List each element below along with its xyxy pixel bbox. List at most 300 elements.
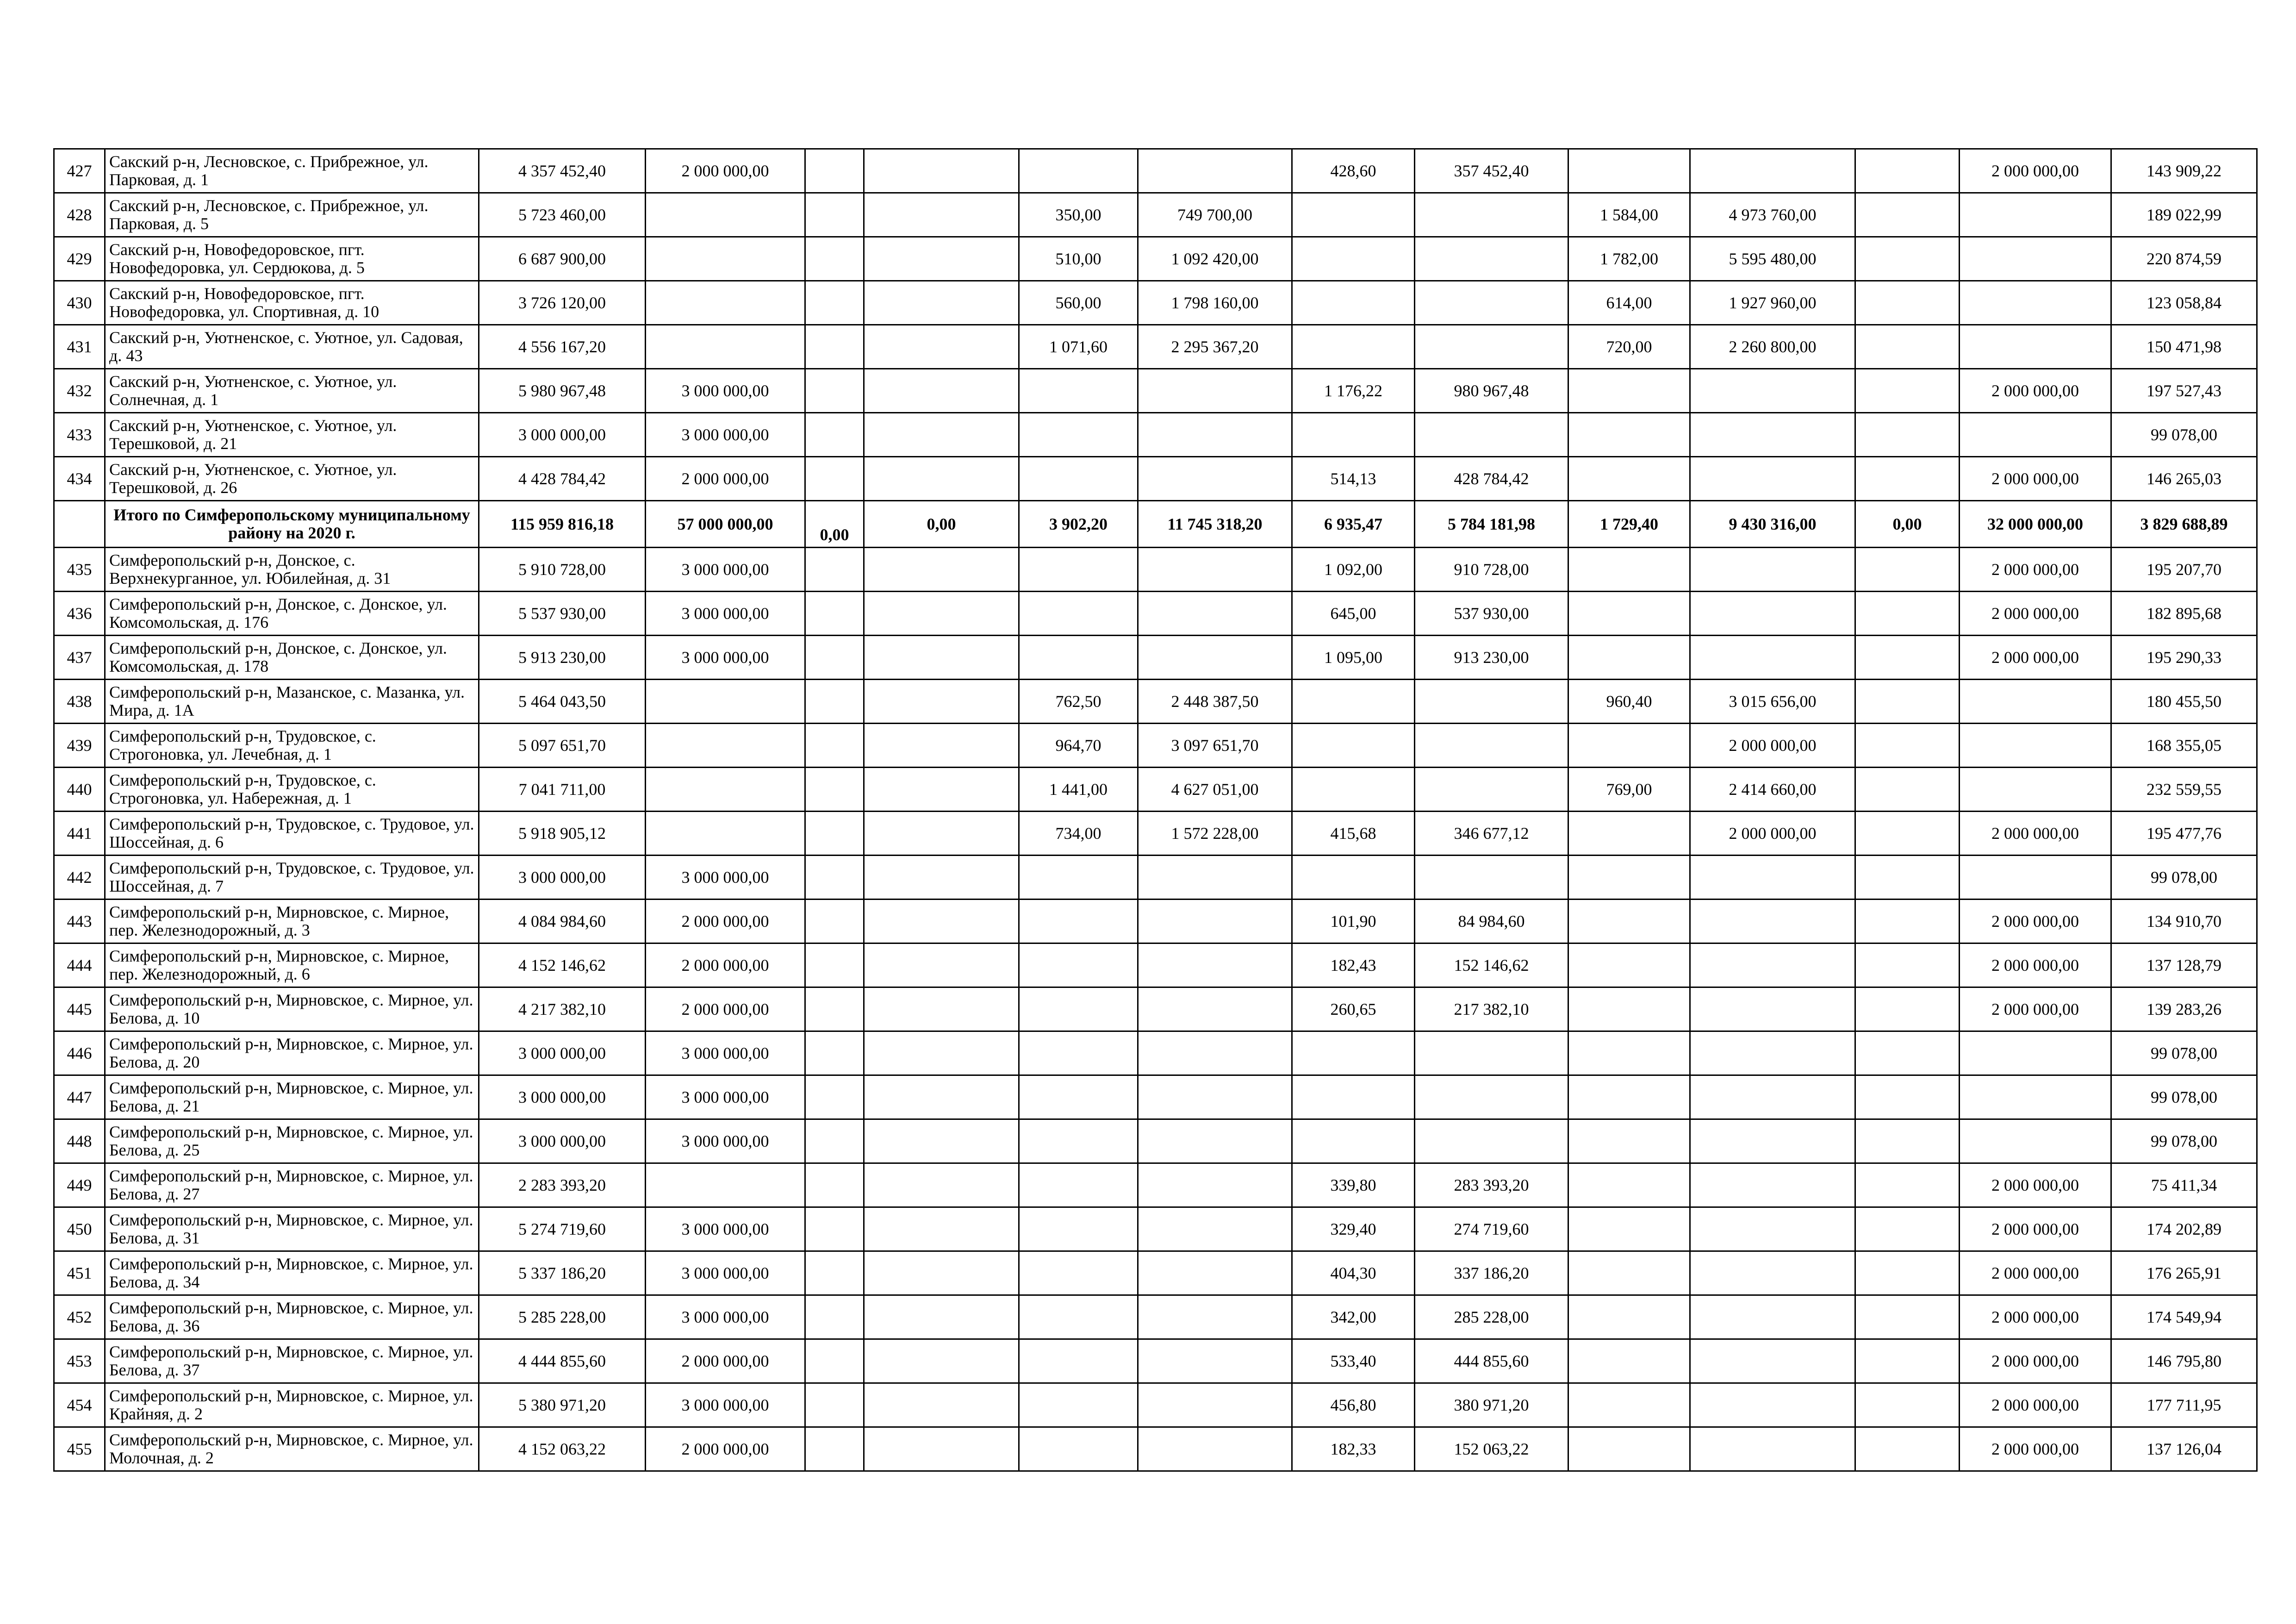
table-row bbox=[54, 812, 2257, 856]
value-cell bbox=[1292, 768, 1415, 812]
value-cell: 4 973 760,00 bbox=[1690, 193, 1855, 237]
value-cell: 1 927 960,00 bbox=[1690, 281, 1855, 325]
value-cell bbox=[1855, 413, 1960, 457]
value-cell: 115 959 816,18 bbox=[479, 501, 646, 548]
value-cell: 645,00 bbox=[1292, 592, 1415, 636]
value-cell: 960,40 bbox=[1568, 680, 1690, 724]
value-cell bbox=[1292, 325, 1415, 369]
value-cell bbox=[805, 1339, 864, 1383]
value-cell: 99 078,00 bbox=[2111, 1075, 2257, 1119]
value-cell: 123 058,84 bbox=[2111, 281, 2257, 325]
value-cell bbox=[1019, 1163, 1138, 1207]
value-cell bbox=[864, 987, 1019, 1031]
value-cell bbox=[864, 457, 1019, 501]
row-number-cell: 446 bbox=[54, 1031, 105, 1075]
value-cell: 749 700,00 bbox=[1138, 193, 1292, 237]
value-cell: 5 337 186,20 bbox=[479, 1251, 646, 1295]
table-row bbox=[54, 1295, 2257, 1339]
value-cell bbox=[1019, 1031, 1138, 1075]
value-cell bbox=[1568, 943, 1690, 987]
value-cell: 734,00 bbox=[1019, 812, 1138, 856]
value-cell bbox=[1690, 1075, 1855, 1119]
value-cell bbox=[864, 237, 1019, 281]
value-cell bbox=[1292, 1119, 1415, 1163]
value-cell bbox=[1960, 325, 2111, 369]
address-cell: Сакский р-н, Новофедоровское, пгт. Новофедоровка, ул. Сердюкова, д. 5 bbox=[105, 237, 479, 281]
value-cell: 2 000 000,00 bbox=[1690, 812, 1855, 856]
value-cell: 2 260 800,00 bbox=[1690, 325, 1855, 369]
value-cell: 3 000 000,00 bbox=[646, 369, 805, 413]
value-cell: 1 572 228,00 bbox=[1138, 812, 1292, 856]
value-cell: 9 430 316,00 bbox=[1690, 501, 1855, 548]
value-cell bbox=[1019, 856, 1138, 899]
value-cell: 3 000 000,00 bbox=[479, 413, 646, 457]
value-cell bbox=[805, 1207, 864, 1251]
address-cell: Сакский р-н, Лесновское, с. Прибрежное, ул. Парковая, д. 5 bbox=[105, 193, 479, 237]
row-number-cell: 450 bbox=[54, 1207, 105, 1251]
value-cell: 3 000 000,00 bbox=[646, 1295, 805, 1339]
value-cell bbox=[864, 812, 1019, 856]
value-cell: 1 092,00 bbox=[1292, 548, 1415, 592]
value-cell bbox=[1568, 1207, 1690, 1251]
value-cell: 3 015 656,00 bbox=[1690, 680, 1855, 724]
value-cell: 2 000 000,00 bbox=[1690, 724, 1855, 768]
table-row bbox=[54, 636, 2257, 680]
table-row bbox=[54, 1339, 2257, 1383]
value-cell bbox=[1690, 149, 1855, 193]
value-cell: 177 711,95 bbox=[2111, 1383, 2257, 1427]
value-cell bbox=[1855, 1075, 1960, 1119]
value-cell bbox=[1292, 724, 1415, 768]
value-cell: 2 414 660,00 bbox=[1690, 768, 1855, 812]
value-cell: 5 980 967,48 bbox=[479, 369, 646, 413]
value-cell bbox=[1415, 325, 1568, 369]
address-cell: Симферопольский р-н, Мирновское, с. Мирное, пер. Железнодорожный, д. 3 bbox=[105, 899, 479, 943]
value-cell bbox=[1690, 457, 1855, 501]
value-cell bbox=[1855, 856, 1960, 899]
value-cell: 3 000 000,00 bbox=[646, 548, 805, 592]
value-cell: 3 000 000,00 bbox=[479, 1075, 646, 1119]
value-cell: 232 559,55 bbox=[2111, 768, 2257, 812]
value-cell bbox=[864, 856, 1019, 899]
value-cell bbox=[1690, 856, 1855, 899]
value-cell bbox=[646, 325, 805, 369]
value-cell bbox=[864, 413, 1019, 457]
value-cell bbox=[805, 987, 864, 1031]
address-cell: Симферопольский р-н, Мирновское, с. Мирное, ул. Крайняя, д. 2 bbox=[105, 1383, 479, 1427]
table-body bbox=[54, 149, 2257, 1471]
value-cell: 1 092 420,00 bbox=[1138, 237, 1292, 281]
value-cell bbox=[1855, 1207, 1960, 1251]
value-cell bbox=[1138, 1207, 1292, 1251]
value-cell bbox=[1568, 856, 1690, 899]
value-cell bbox=[1019, 457, 1138, 501]
table-row bbox=[54, 281, 2257, 325]
value-cell bbox=[1138, 1251, 1292, 1295]
value-cell: 195 477,76 bbox=[2111, 812, 2257, 856]
value-cell bbox=[1855, 768, 1960, 812]
value-cell: 174 202,89 bbox=[2111, 1207, 2257, 1251]
value-cell: 5 285 228,00 bbox=[479, 1295, 646, 1339]
value-cell bbox=[646, 281, 805, 325]
value-cell bbox=[1855, 636, 1960, 680]
value-cell bbox=[864, 768, 1019, 812]
value-cell: 2 000 000,00 bbox=[1960, 1251, 2111, 1295]
value-cell bbox=[805, 457, 864, 501]
table-row bbox=[54, 724, 2257, 768]
value-cell bbox=[1292, 237, 1415, 281]
row-number-cell: 432 bbox=[54, 369, 105, 413]
table-row bbox=[54, 457, 2257, 501]
value-cell: 2 448 387,50 bbox=[1138, 680, 1292, 724]
value-cell: 2 000 000,00 bbox=[1960, 369, 2111, 413]
table-row bbox=[54, 413, 2257, 457]
value-cell: 2 000 000,00 bbox=[646, 899, 805, 943]
value-cell: 2 000 000,00 bbox=[1960, 592, 2111, 636]
value-cell bbox=[805, 548, 864, 592]
value-cell bbox=[1415, 1031, 1568, 1075]
value-cell bbox=[1855, 1295, 1960, 1339]
value-cell bbox=[1019, 369, 1138, 413]
value-cell bbox=[1568, 636, 1690, 680]
value-cell: 4 428 784,42 bbox=[479, 457, 646, 501]
value-cell: 428,60 bbox=[1292, 149, 1415, 193]
value-cell: 274 719,60 bbox=[1415, 1207, 1568, 1251]
value-cell bbox=[1855, 1119, 1960, 1163]
value-cell bbox=[1019, 1427, 1138, 1471]
value-cell bbox=[1855, 1031, 1960, 1075]
table-row bbox=[54, 1383, 2257, 1427]
value-cell bbox=[1138, 856, 1292, 899]
value-cell: 3 000 000,00 bbox=[479, 1031, 646, 1075]
value-cell bbox=[1690, 636, 1855, 680]
value-cell: 4 152 146,62 bbox=[479, 943, 646, 987]
value-cell bbox=[1292, 856, 1415, 899]
row-number-cell: 436 bbox=[54, 592, 105, 636]
value-cell: 99 078,00 bbox=[2111, 413, 2257, 457]
value-cell: 2 000 000,00 bbox=[1960, 457, 2111, 501]
address-cell: Сакский р-н, Уютненское, с. Уютное, ул. Садовая, д. 43 bbox=[105, 325, 479, 369]
value-cell bbox=[1138, 1031, 1292, 1075]
table-row bbox=[54, 1119, 2257, 1163]
value-cell bbox=[1960, 193, 2111, 237]
row-number-cell: 434 bbox=[54, 457, 105, 501]
value-cell: 404,30 bbox=[1292, 1251, 1415, 1295]
value-cell bbox=[1019, 1383, 1138, 1427]
value-cell bbox=[1019, 636, 1138, 680]
value-cell bbox=[1960, 680, 2111, 724]
value-cell bbox=[1292, 193, 1415, 237]
value-cell: 614,00 bbox=[1568, 281, 1690, 325]
value-cell bbox=[1019, 149, 1138, 193]
value-cell bbox=[1690, 943, 1855, 987]
table-row bbox=[54, 1031, 2257, 1075]
value-cell bbox=[805, 413, 864, 457]
value-cell bbox=[1690, 1207, 1855, 1251]
value-cell: 1 584,00 bbox=[1568, 193, 1690, 237]
value-cell bbox=[805, 325, 864, 369]
value-cell: 283 393,20 bbox=[1415, 1163, 1568, 1207]
value-cell bbox=[864, 1075, 1019, 1119]
address-cell: Симферопольский р-н, Мирновское, с. Мирное, ул. Белова, д. 25 bbox=[105, 1119, 479, 1163]
value-cell: 4 217 382,10 bbox=[479, 987, 646, 1031]
value-cell bbox=[864, 1251, 1019, 1295]
value-cell bbox=[864, 592, 1019, 636]
value-cell: 380 971,20 bbox=[1415, 1383, 1568, 1427]
value-cell bbox=[805, 1075, 864, 1119]
value-cell bbox=[1568, 899, 1690, 943]
row-number-cell: 454 bbox=[54, 1383, 105, 1427]
value-cell: 4 357 452,40 bbox=[479, 149, 646, 193]
value-cell: 2 283 393,20 bbox=[479, 1163, 646, 1207]
value-cell bbox=[864, 1295, 1019, 1339]
value-cell bbox=[805, 149, 864, 193]
value-cell bbox=[1855, 325, 1960, 369]
value-cell bbox=[1568, 413, 1690, 457]
value-cell bbox=[1138, 1427, 1292, 1471]
value-cell bbox=[1690, 1031, 1855, 1075]
value-cell bbox=[1568, 457, 1690, 501]
value-cell: 2 000 000,00 bbox=[646, 457, 805, 501]
table-row bbox=[54, 1207, 2257, 1251]
table-row bbox=[54, 548, 2257, 592]
value-cell: 964,70 bbox=[1019, 724, 1138, 768]
value-cell: 182,33 bbox=[1292, 1427, 1415, 1471]
value-cell: 0,00 bbox=[1855, 501, 1960, 548]
value-cell: 1 729,40 bbox=[1568, 501, 1690, 548]
value-cell bbox=[1138, 636, 1292, 680]
value-cell bbox=[1960, 856, 2111, 899]
row-number-cell: 437 bbox=[54, 636, 105, 680]
table-row bbox=[54, 768, 2257, 812]
value-cell bbox=[864, 724, 1019, 768]
value-cell bbox=[1415, 768, 1568, 812]
value-cell bbox=[1568, 724, 1690, 768]
value-cell: 2 000 000,00 bbox=[1960, 1339, 2111, 1383]
value-cell bbox=[864, 1163, 1019, 1207]
value-cell: 342,00 bbox=[1292, 1295, 1415, 1339]
value-cell: 537 930,00 bbox=[1415, 592, 1568, 636]
value-cell bbox=[1568, 369, 1690, 413]
value-cell: 150 471,98 bbox=[2111, 325, 2257, 369]
value-cell: 139 283,26 bbox=[2111, 987, 2257, 1031]
value-cell: 2 000 000,00 bbox=[646, 149, 805, 193]
value-cell: 0,00 bbox=[864, 501, 1019, 548]
table-row bbox=[54, 1075, 2257, 1119]
value-cell: 217 382,10 bbox=[1415, 987, 1568, 1031]
value-cell bbox=[1138, 548, 1292, 592]
row-number-cell: 438 bbox=[54, 680, 105, 724]
value-cell bbox=[1415, 1075, 1568, 1119]
value-cell bbox=[646, 1163, 805, 1207]
row-number-cell: 453 bbox=[54, 1339, 105, 1383]
value-cell: 1 782,00 bbox=[1568, 237, 1690, 281]
value-cell: 2 000 000,00 bbox=[1960, 636, 2111, 680]
row-number-cell: 448 bbox=[54, 1119, 105, 1163]
value-cell bbox=[1855, 592, 1960, 636]
value-cell bbox=[805, 812, 864, 856]
value-cell bbox=[1855, 1251, 1960, 1295]
value-cell bbox=[864, 899, 1019, 943]
value-cell bbox=[1138, 149, 1292, 193]
value-cell: 5 537 930,00 bbox=[479, 592, 646, 636]
value-cell bbox=[1690, 899, 1855, 943]
row-number-cell: 427 bbox=[54, 149, 105, 193]
value-cell: 5 910 728,00 bbox=[479, 548, 646, 592]
row-number-cell: 440 bbox=[54, 768, 105, 812]
value-cell: 11 745 318,20 bbox=[1138, 501, 1292, 548]
value-cell bbox=[1415, 680, 1568, 724]
value-cell bbox=[1568, 1251, 1690, 1295]
value-cell bbox=[1568, 1295, 1690, 1339]
value-cell: 769,00 bbox=[1568, 768, 1690, 812]
value-cell bbox=[864, 1031, 1019, 1075]
value-cell bbox=[1138, 1075, 1292, 1119]
value-cell: 980 967,48 bbox=[1415, 369, 1568, 413]
value-cell bbox=[805, 237, 864, 281]
value-cell bbox=[1568, 548, 1690, 592]
value-cell: 329,40 bbox=[1292, 1207, 1415, 1251]
value-cell bbox=[1568, 1427, 1690, 1471]
value-cell: 285 228,00 bbox=[1415, 1295, 1568, 1339]
value-cell: 195 290,33 bbox=[2111, 636, 2257, 680]
value-cell: 174 549,94 bbox=[2111, 1295, 2257, 1339]
value-cell bbox=[864, 943, 1019, 987]
table-total-row bbox=[54, 501, 2257, 548]
value-cell bbox=[1960, 1075, 2111, 1119]
value-cell: 2 000 000,00 bbox=[1960, 1383, 2111, 1427]
value-cell bbox=[864, 1427, 1019, 1471]
address-cell: Сакский р-н, Лесновское, с. Прибрежное, ул. Парковая, д. 1 bbox=[105, 149, 479, 193]
value-cell bbox=[805, 193, 864, 237]
value-cell bbox=[864, 1383, 1019, 1427]
value-cell bbox=[1019, 943, 1138, 987]
table-row bbox=[54, 369, 2257, 413]
value-cell: 4 556 167,20 bbox=[479, 325, 646, 369]
value-cell bbox=[1019, 1251, 1138, 1295]
value-cell bbox=[1138, 1339, 1292, 1383]
value-cell bbox=[1292, 413, 1415, 457]
value-cell: 3 829 688,89 bbox=[2111, 501, 2257, 548]
value-cell: 456,80 bbox=[1292, 1383, 1415, 1427]
value-cell bbox=[1960, 237, 2111, 281]
value-cell bbox=[1855, 193, 1960, 237]
value-cell: 182 895,68 bbox=[2111, 592, 2257, 636]
value-cell bbox=[1855, 369, 1960, 413]
value-cell bbox=[1855, 1427, 1960, 1471]
value-cell: 5 784 181,98 bbox=[1415, 501, 1568, 548]
value-cell: 350,00 bbox=[1019, 193, 1138, 237]
value-cell bbox=[805, 636, 864, 680]
address-cell: Симферопольский р-н, Мирновское, с. Мирное, пер. Железнодорожный, д. 6 bbox=[105, 943, 479, 987]
value-cell bbox=[805, 899, 864, 943]
row-number-cell: 455 bbox=[54, 1427, 105, 1471]
value-cell: 3 000 000,00 bbox=[646, 413, 805, 457]
value-cell bbox=[1019, 548, 1138, 592]
value-cell bbox=[1415, 1119, 1568, 1163]
value-cell bbox=[1855, 680, 1960, 724]
value-cell bbox=[805, 1251, 864, 1295]
value-cell bbox=[1019, 987, 1138, 1031]
value-cell bbox=[1138, 369, 1292, 413]
address-cell: Симферопольский р-н, Мирновское, с. Мирное, ул. Белова, д. 10 bbox=[105, 987, 479, 1031]
value-cell bbox=[1855, 237, 1960, 281]
value-cell: 3 000 000,00 bbox=[646, 1075, 805, 1119]
value-cell: 195 207,70 bbox=[2111, 548, 2257, 592]
value-cell: 0,00 bbox=[805, 501, 864, 548]
value-cell: 3 000 000,00 bbox=[646, 856, 805, 899]
table-row bbox=[54, 325, 2257, 369]
value-cell: 2 000 000,00 bbox=[646, 1427, 805, 1471]
value-cell: 5 380 971,20 bbox=[479, 1383, 646, 1427]
value-cell: 762,50 bbox=[1019, 680, 1138, 724]
value-cell: 1 071,60 bbox=[1019, 325, 1138, 369]
value-cell: 510,00 bbox=[1019, 237, 1138, 281]
value-cell: 1 095,00 bbox=[1292, 636, 1415, 680]
value-cell bbox=[1960, 1031, 2111, 1075]
value-cell: 180 455,50 bbox=[2111, 680, 2257, 724]
table-row bbox=[54, 592, 2257, 636]
address-cell: Симферопольский р-н, Мирновское, с. Мирное, ул. Белова, д. 31 bbox=[105, 1207, 479, 1251]
value-cell bbox=[1690, 1119, 1855, 1163]
row-number-cell: 442 bbox=[54, 856, 105, 899]
value-cell: 152 063,22 bbox=[1415, 1427, 1568, 1471]
value-cell: 3 000 000,00 bbox=[646, 1119, 805, 1163]
value-cell: 3 000 000,00 bbox=[646, 1251, 805, 1295]
address-cell: Симферопольский р-н, Мирновское, с. Мирное, ул. Белова, д. 27 bbox=[105, 1163, 479, 1207]
value-cell bbox=[1138, 592, 1292, 636]
value-cell: 146 795,80 bbox=[2111, 1339, 2257, 1383]
value-cell bbox=[1690, 592, 1855, 636]
value-cell bbox=[805, 943, 864, 987]
value-cell: 560,00 bbox=[1019, 281, 1138, 325]
value-cell bbox=[1960, 413, 2111, 457]
value-cell bbox=[1019, 899, 1138, 943]
value-cell: 2 000 000,00 bbox=[1960, 1427, 2111, 1471]
table-row bbox=[54, 680, 2257, 724]
value-cell bbox=[1855, 281, 1960, 325]
address-cell: Симферопольский р-н, Мирновское, с. Мирное, ул. Молочная, д. 2 bbox=[105, 1427, 479, 1471]
value-cell bbox=[646, 812, 805, 856]
value-cell bbox=[1855, 943, 1960, 987]
value-cell bbox=[1568, 1339, 1690, 1383]
address-cell: Симферопольский р-н, Трудовское, с. Строгоновка, ул. Лечебная, д. 1 bbox=[105, 724, 479, 768]
value-cell: 3 902,20 bbox=[1019, 501, 1138, 548]
value-cell bbox=[1138, 1163, 1292, 1207]
value-cell: 260,65 bbox=[1292, 987, 1415, 1031]
value-cell bbox=[1855, 149, 1960, 193]
address-cell: Симферопольский р-н, Трудовское, с. Строгоновка, ул. Набережная, д. 1 bbox=[105, 768, 479, 812]
row-number-cell: 441 bbox=[54, 812, 105, 856]
value-cell bbox=[1138, 1119, 1292, 1163]
value-cell: 2 000 000,00 bbox=[1960, 1207, 2111, 1251]
value-cell: 3 000 000,00 bbox=[646, 636, 805, 680]
value-cell bbox=[1690, 987, 1855, 1031]
table-row bbox=[54, 237, 2257, 281]
address-cell: Симферопольский р-н, Мирновское, с. Мирное, ул. Белова, д. 21 bbox=[105, 1075, 479, 1119]
value-cell: 3 726 120,00 bbox=[479, 281, 646, 325]
value-cell: 3 000 000,00 bbox=[646, 592, 805, 636]
value-cell bbox=[1568, 149, 1690, 193]
value-cell bbox=[864, 636, 1019, 680]
value-cell: 428 784,42 bbox=[1415, 457, 1568, 501]
value-cell bbox=[1292, 281, 1415, 325]
value-cell bbox=[1690, 1163, 1855, 1207]
value-cell: 5 274 719,60 bbox=[479, 1207, 646, 1251]
row-number-cell: 451 bbox=[54, 1251, 105, 1295]
value-cell: 2 000 000,00 bbox=[1960, 1295, 2111, 1339]
value-cell bbox=[1019, 1119, 1138, 1163]
